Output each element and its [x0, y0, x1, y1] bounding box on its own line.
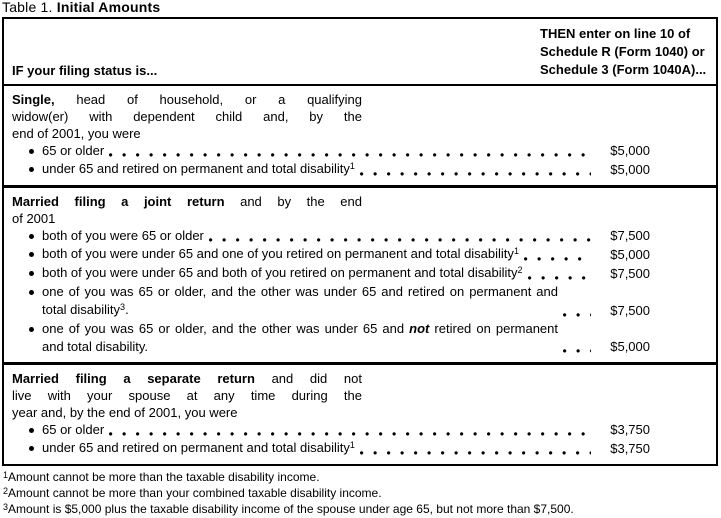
text-segment: one of you was 65 or older, and the other was under 65 and	[42, 321, 410, 336]
row-text	[42, 320, 558, 356]
bullet-row	[4, 227, 716, 245]
bullet-row	[4, 160, 716, 179]
text-segment: Married filing a joint return	[12, 194, 225, 209]
dot-leader	[109, 424, 591, 439]
amount-value: $5,000	[610, 247, 650, 262]
row-text	[42, 283, 558, 320]
amount-value: $5,000	[610, 143, 650, 158]
table-section	[4, 188, 716, 365]
dot-leader	[528, 268, 591, 283]
bullet-icon	[29, 167, 34, 172]
section-intro-line	[12, 91, 362, 108]
footnote-ref: 2	[517, 265, 523, 275]
bullet-row	[4, 142, 716, 160]
amount-value: $3,750	[610, 422, 650, 437]
page-title	[2, 0, 721, 15]
amount-value: $5,000	[610, 162, 650, 177]
footnote-ref: 3	[3, 502, 9, 512]
table-number-label: Table 1.	[2, 0, 57, 15]
text-segment: both of you were under 65 and both of you retired on permanent and total disability	[42, 265, 518, 280]
bullet-icon	[29, 252, 34, 257]
bullet-row	[4, 245, 716, 264]
bullet-row	[4, 320, 716, 356]
row-text	[42, 227, 204, 245]
text-segment: both of you were under 65 and one of you retired on permanent and total disability	[42, 246, 514, 261]
row-text	[42, 142, 104, 160]
text-segment: 65 or older	[42, 422, 105, 437]
amount-value: $7,500	[610, 228, 650, 243]
text-segment: Single,	[12, 92, 55, 107]
footnote-ref: 3	[120, 302, 126, 312]
bullet-icon	[29, 428, 34, 433]
amount-column-header	[540, 19, 716, 84]
section-intro-line	[12, 125, 362, 142]
text-segment: .	[125, 302, 129, 317]
row-text	[42, 421, 104, 439]
table-title: Initial Amounts	[56, 0, 161, 15]
bullet-icon	[29, 149, 34, 154]
dot-leader	[563, 341, 591, 356]
bullet-icon	[29, 271, 34, 276]
footnote	[3, 470, 721, 486]
section-intro-line	[12, 108, 362, 125]
initial-amounts-table	[2, 17, 718, 466]
table-section	[4, 365, 716, 464]
text-segment: retired on permanent and total disability.	[42, 321, 559, 354]
table-body	[4, 86, 716, 464]
amount-column-header-line: THEN enter on line 10 of	[540, 26, 691, 41]
text-segment: under 65 and retired on permanent and total disability	[42, 440, 350, 455]
footnote-ref: 2	[3, 486, 9, 496]
text-segment: and did not	[254, 371, 362, 386]
footnote-text: Amount cannot be more than your combined taxable disability income.	[8, 486, 382, 500]
dot-leader	[524, 249, 591, 264]
footnote-ref: 1	[3, 470, 9, 480]
text-segment: live with your spouse at any time during the	[12, 388, 362, 403]
dot-leader	[209, 230, 591, 245]
section-intro	[4, 370, 362, 421]
bullet-row	[4, 439, 716, 458]
bullet-icon	[29, 234, 34, 239]
footnote-text: Amount is $5,000 plus the taxable disability income of the spouse under age 65, but not more than $7,500.	[8, 502, 574, 516]
bullet-row	[4, 421, 716, 439]
text-segment: head of household, or a qualifying	[54, 92, 362, 107]
row-text	[42, 264, 523, 283]
section-intro	[4, 193, 362, 227]
text-segment: both of you were 65 or older	[42, 228, 204, 243]
bullet-row	[4, 283, 716, 320]
bullet-icon	[29, 290, 34, 295]
amount-value: $5,000	[610, 339, 650, 354]
footnotes	[0, 466, 721, 518]
footnote	[3, 502, 721, 518]
text-segment: end of 2001, you were	[12, 126, 141, 141]
bullet-icon	[29, 327, 34, 332]
amount-value: $3,750	[610, 441, 650, 456]
footnote-ref: 1	[349, 440, 355, 450]
text-segment: 65 or older	[42, 143, 105, 158]
dot-leader	[360, 443, 591, 458]
text-segment: not	[409, 321, 430, 336]
text-segment: and by the end	[224, 194, 362, 209]
amount-value: $7,500	[610, 266, 650, 281]
table-header-row	[4, 19, 716, 86]
section-intro-line	[12, 404, 362, 421]
amount-column-header-line: Schedule 3 (Form 1040A)...	[540, 62, 707, 77]
section-intro	[4, 91, 362, 142]
section-intro-line	[12, 193, 362, 210]
bullet-row	[4, 264, 716, 283]
text-segment: one of you was 65 or older, and the other was under 65 and retired on permanent and total disability	[42, 284, 558, 317]
footnote-text: Amount cannot be more than the taxable disability income.	[8, 470, 320, 484]
text-segment: widow(er) with dependent child and, by the	[12, 109, 362, 124]
dot-leader	[563, 305, 591, 320]
section-intro-line	[12, 387, 362, 404]
filing-status-column-header: IF your filing status is...	[12, 63, 158, 78]
dot-leader	[360, 164, 591, 179]
footnote-ref: 1	[513, 246, 519, 256]
amount-value: $7,500	[610, 303, 650, 318]
text-segment: under 65 and retired on permanent and total disability	[42, 161, 350, 176]
amount-column-header-line: Schedule R (Form 1040) or	[540, 44, 705, 59]
row-text	[42, 160, 355, 179]
text-segment: year and, by the end of 2001, you were	[12, 405, 238, 420]
section-intro-line	[12, 210, 362, 227]
row-text	[42, 439, 355, 458]
table-section	[4, 86, 716, 188]
footnote	[3, 486, 721, 502]
dot-leader	[109, 145, 591, 160]
section-intro-line	[12, 370, 362, 387]
text-segment: Married filing a separate return	[12, 371, 255, 386]
bullet-icon	[29, 446, 34, 451]
text-segment: of 2001	[12, 211, 56, 226]
row-text	[42, 245, 519, 264]
footnote-ref: 1	[349, 161, 355, 171]
